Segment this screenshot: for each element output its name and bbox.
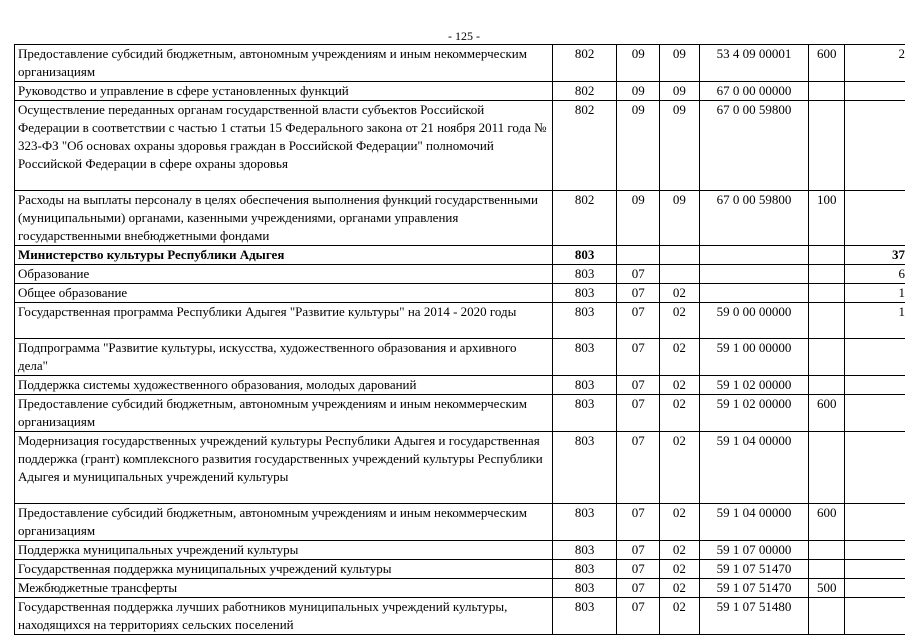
expense-type-code: 600 — [809, 504, 845, 541]
line-item-name: Государственная программа Республики Адыгея "Развитие культуры" на 2014 - 2020 годы — [15, 303, 553, 339]
expense-type-code — [809, 541, 845, 560]
target-article-code: 67 0 00 59800 — [699, 191, 809, 246]
section-code: 07 — [617, 265, 660, 284]
target-article-code: 67 0 00 00000 — [699, 82, 809, 101]
section-code: 07 — [617, 560, 660, 579]
subsection-code: 02 — [660, 395, 700, 432]
ministry-code: 802 — [552, 191, 616, 246]
line-item-name: Образование — [15, 265, 553, 284]
amount-cell — [845, 339, 905, 376]
ministry-code: 803 — [552, 541, 616, 560]
section-code — [617, 246, 660, 265]
section-code: 07 — [617, 284, 660, 303]
ministry-code: 803 — [552, 265, 616, 284]
table-row — [15, 395, 905, 432]
amount-cell — [845, 376, 905, 395]
section-code: 07 — [617, 339, 660, 376]
table-row — [15, 579, 905, 598]
expense-type-code: 600 — [809, 395, 845, 432]
target-article-code: 53 4 09 00001 — [699, 45, 809, 82]
expense-type-code — [809, 265, 845, 284]
ministry-code: 802 — [552, 101, 616, 191]
line-item-name: Модернизация государственных учреждений культуры Республики Адыгея и государственная поддержка (грант) комплексного развития государственных учреждений культуры Республики Адыгея и муниципальных учреждений культуры — [15, 432, 553, 504]
line-item-name: Государственная поддержка лучших работников муниципальных учреждений культуры, находящихся на территориях сельских поселений — [15, 598, 553, 635]
expense-type-code — [809, 376, 845, 395]
section-code: 07 — [617, 541, 660, 560]
section-code: 09 — [617, 82, 660, 101]
line-item-name: Поддержка системы художественного образования, молодых дарований — [15, 376, 553, 395]
ministry-code: 802 — [552, 82, 616, 101]
amount-cell: 1 — [845, 303, 905, 339]
line-item-name: Подпрограмма "Развитие культуры, искусства, художественного образования и архивного дела" — [15, 339, 553, 376]
section-code: 07 — [617, 579, 660, 598]
ministry-code: 803 — [552, 579, 616, 598]
subsection-code — [660, 265, 700, 284]
subsection-code: 09 — [660, 191, 700, 246]
table-body — [15, 45, 905, 635]
subsection-code — [660, 246, 700, 265]
target-article-code: 67 0 00 59800 — [699, 101, 809, 191]
expense-type-code — [809, 246, 845, 265]
expense-type-code — [809, 82, 845, 101]
table-row — [15, 598, 905, 635]
expense-type-code — [809, 432, 845, 504]
line-item-name: Общее образование — [15, 284, 553, 303]
target-article-code: 59 1 07 51470 — [699, 579, 809, 598]
amount-cell: 2 — [845, 45, 905, 82]
amount-cell — [845, 541, 905, 560]
line-item-name: Министерство культуры Республики Адыгея — [15, 246, 553, 265]
section-code: 07 — [617, 395, 660, 432]
target-article-code: 59 1 02 00000 — [699, 395, 809, 432]
line-item-name: Государственная поддержка муниципальных учреждений культуры — [15, 560, 553, 579]
amount-cell — [845, 395, 905, 432]
amount-cell — [845, 432, 905, 504]
subsection-code: 09 — [660, 101, 700, 191]
subsection-code: 02 — [660, 504, 700, 541]
subsection-code: 02 — [660, 598, 700, 635]
expense-type-code — [809, 284, 845, 303]
target-article-code: 59 1 07 00000 — [699, 541, 809, 560]
ministry-code: 803 — [552, 432, 616, 504]
section-code: 07 — [617, 598, 660, 635]
section-code: 09 — [617, 191, 660, 246]
section-code: 07 — [617, 504, 660, 541]
line-item-name: Руководство и управление в сфере установленных функций — [15, 82, 553, 101]
table-row — [15, 284, 905, 303]
amount-cell — [845, 101, 905, 191]
table-row — [15, 191, 905, 246]
section-code: 07 — [617, 432, 660, 504]
subsection-code: 02 — [660, 303, 700, 339]
target-article-code: 59 1 07 51470 — [699, 560, 809, 579]
ministry-code: 803 — [552, 303, 616, 339]
expense-type-code — [809, 101, 845, 191]
subsection-code: 02 — [660, 432, 700, 504]
amount-cell — [845, 560, 905, 579]
table-row — [15, 101, 905, 191]
subsection-code: 02 — [660, 284, 700, 303]
ministry-code: 803 — [552, 376, 616, 395]
target-article-code: 59 1 07 51480 — [699, 598, 809, 635]
line-item-name: Предоставление субсидий бюджетным, автономным учреждениям и иным некоммерческим организациям — [15, 395, 553, 432]
target-article-code: 59 0 00 00000 — [699, 303, 809, 339]
amount-cell: 6 — [845, 265, 905, 284]
target-article-code — [699, 265, 809, 284]
amount-cell — [845, 598, 905, 635]
subsection-code: 09 — [660, 45, 700, 82]
table-row — [15, 82, 905, 101]
amount-cell — [845, 191, 905, 246]
ministry-code: 803 — [552, 395, 616, 432]
line-item-name: Предоставление субсидий бюджетным, автономным учреждениям и иным некоммерческим организациям — [15, 45, 553, 82]
table-row — [15, 376, 905, 395]
ministry-code: 803 — [552, 560, 616, 579]
subsection-code: 02 — [660, 541, 700, 560]
amount-cell — [845, 504, 905, 541]
line-item-name: Осуществление переданных органам государственной власти субъектов Российской Федерации в соответствии с частью 1 статьи 15 Федерального закона от 21 ноября 2011 года № 323-ФЗ "Об основах охраны здоровья граждан в Российской Федерации" полномочий Российской Федерации в сфере охраны здоровья — [15, 101, 553, 191]
section-code: 07 — [617, 303, 660, 339]
ministry-code: 803 — [552, 284, 616, 303]
amount-cell — [845, 579, 905, 598]
line-item-name: Расходы на выплаты персоналу в целях обеспечения выполнения функций государственными (муниципальными) органами, казенными учреждениями, органами управления государственными внебюджетными фондами — [15, 191, 553, 246]
expense-type-code — [809, 303, 845, 339]
section-code: 07 — [617, 376, 660, 395]
table-row — [15, 265, 905, 284]
subsection-code: 02 — [660, 339, 700, 376]
line-item-name: Поддержка муниципальных учреждений культуры — [15, 541, 553, 560]
section-code: 09 — [617, 101, 660, 191]
expense-type-code: 100 — [809, 191, 845, 246]
target-article-code: 59 1 00 00000 — [699, 339, 809, 376]
table-row — [15, 432, 905, 504]
target-article-code: 59 1 04 00000 — [699, 504, 809, 541]
target-article-code: 59 1 02 00000 — [699, 376, 809, 395]
amount-cell: 1 — [845, 284, 905, 303]
line-item-name: Предоставление субсидий бюджетным, автономным учреждениям и иным некоммерческим организациям — [15, 504, 553, 541]
table-row — [15, 541, 905, 560]
subsection-code: 02 — [660, 560, 700, 579]
section-code: 09 — [617, 45, 660, 82]
budget-table — [14, 44, 905, 635]
expense-type-code — [809, 598, 845, 635]
ministry-code: 803 — [552, 246, 616, 265]
ministry-code: 803 — [552, 504, 616, 541]
table-row — [15, 560, 905, 579]
page-number: - 125 - — [448, 29, 480, 43]
table-row — [15, 504, 905, 541]
amount-cell: 37 — [845, 246, 905, 265]
target-article-code: 59 1 04 00000 — [699, 432, 809, 504]
table-row — [15, 339, 905, 376]
amount-cell — [845, 82, 905, 101]
expense-type-code: 500 — [809, 579, 845, 598]
target-article-code — [699, 284, 809, 303]
ministry-code: 803 — [552, 339, 616, 376]
target-article-code — [699, 246, 809, 265]
subsection-code: 09 — [660, 82, 700, 101]
expense-type-code: 600 — [809, 45, 845, 82]
expense-type-code — [809, 339, 845, 376]
expense-type-code — [809, 560, 845, 579]
subsection-code: 02 — [660, 579, 700, 598]
ministry-code: 803 — [552, 598, 616, 635]
table-row — [15, 246, 905, 265]
line-item-name: Межбюджетные трансферты — [15, 579, 553, 598]
subsection-code: 02 — [660, 376, 700, 395]
ministry-code: 802 — [552, 45, 616, 82]
table-row — [15, 303, 905, 339]
table-row — [15, 45, 905, 82]
